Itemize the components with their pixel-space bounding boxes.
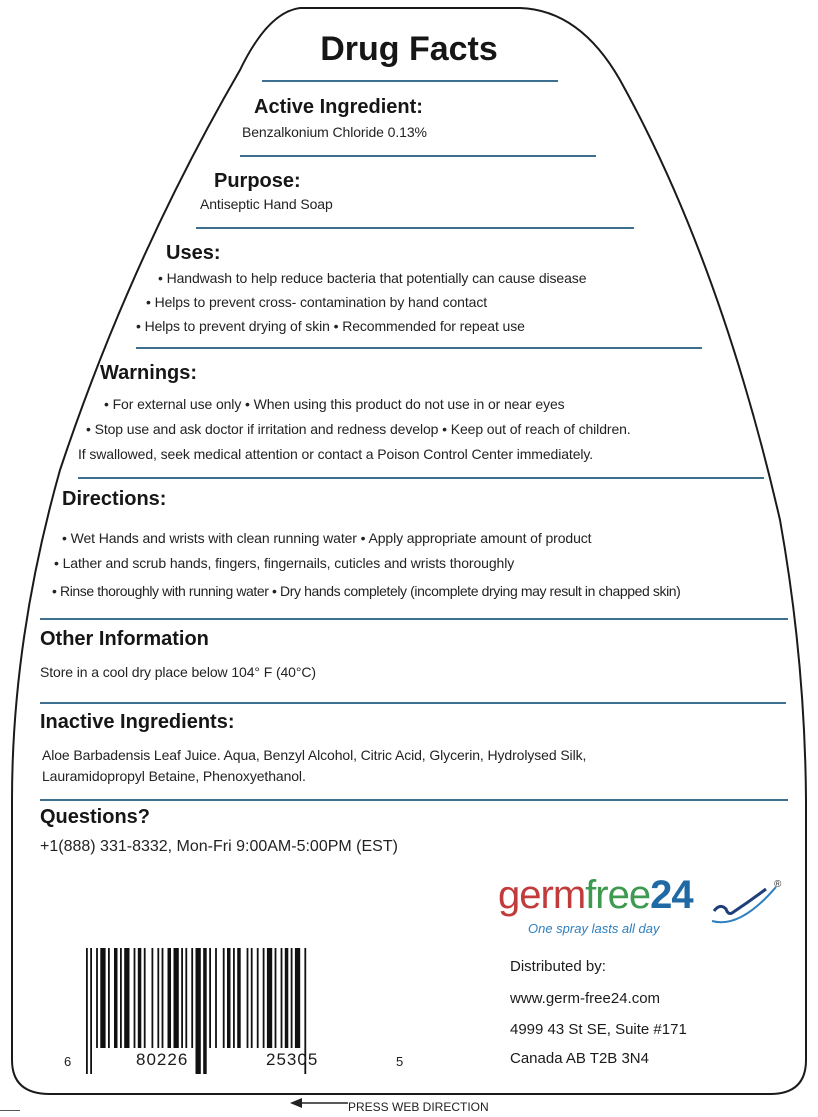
uses-line-2: • Helps to prevent cross- contamination by hand contact bbox=[146, 294, 488, 310]
warnings-line-1: • For external use only • When using this product do not use in or near eyes bbox=[104, 396, 565, 412]
barcode-bar bbox=[281, 948, 283, 1048]
barcode-bar bbox=[237, 948, 241, 1048]
barcode-bar bbox=[295, 948, 300, 1048]
uses-heading: Uses: bbox=[166, 242, 221, 264]
logo-word-24: 24 bbox=[650, 873, 693, 917]
directions-line-2: • Lather and scrub hands, fingers, fingernails, cuticles and wrists thoroughly bbox=[54, 555, 515, 571]
purpose-heading: Purpose: bbox=[214, 170, 301, 192]
germfree24-logo bbox=[498, 873, 798, 943]
barcode-bar bbox=[124, 948, 129, 1048]
barcode-bar bbox=[181, 948, 183, 1048]
registered-mark: ® bbox=[774, 879, 782, 890]
inactive-ingredients-heading: Inactive Ingredients: bbox=[40, 711, 235, 733]
warnings-rule bbox=[78, 477, 764, 479]
barcode-bar bbox=[168, 948, 172, 1048]
barcode-bar bbox=[275, 948, 277, 1048]
barcode-bar bbox=[162, 948, 164, 1048]
barcode-bar bbox=[144, 948, 146, 1048]
drug-facts-title: Drug Facts bbox=[320, 30, 498, 68]
active-ingredient-text: Benzalkonium Chloride 0.13% bbox=[242, 124, 427, 140]
barcode-bar bbox=[152, 948, 154, 1048]
left-arrow-icon bbox=[290, 1097, 348, 1109]
barcode-bar bbox=[247, 948, 249, 1048]
upc-barcode bbox=[62, 942, 418, 1078]
directions-line-3: • Rinse thoroughly with running water • Dry hands completely (incomplete drying may result in chapped skin) bbox=[52, 583, 681, 599]
distributor-address-1: 4999 43 St SE, Suite #171 bbox=[510, 1021, 687, 1038]
barcode-bar bbox=[209, 948, 211, 1048]
warnings-line-3: If swallowed, seek medical attention or contact a Poison Control Center immediately. bbox=[78, 446, 594, 462]
other-information-rule bbox=[40, 702, 786, 704]
barcode-bar bbox=[215, 948, 217, 1048]
logo-word-free: free bbox=[585, 873, 651, 917]
inactive-ingredients-line-2: Lauramidopropyl Betaine, Phenoxyethanol. bbox=[42, 768, 306, 784]
logo-tagline: One spray lasts all day bbox=[528, 921, 660, 936]
barcode-bar bbox=[285, 948, 289, 1048]
warnings-line-2: • Stop use and ask doctor if irritation and redness develop • Keep out of reach of children. bbox=[86, 421, 631, 437]
barcode-bar bbox=[134, 948, 136, 1048]
title-rule bbox=[262, 80, 558, 82]
barcode-bar bbox=[191, 948, 193, 1048]
barcode-bar bbox=[120, 948, 122, 1048]
barcode-bar bbox=[185, 948, 187, 1048]
directions-line-1: • Wet Hands and wrists with clean running water • Apply appropriate amount of product bbox=[62, 530, 592, 546]
barcode-bar bbox=[263, 948, 265, 1048]
barcode-bars bbox=[84, 948, 396, 1076]
barcode-bar bbox=[233, 948, 235, 1048]
other-information-text: Store in a cool dry place below 104° F (40°C) bbox=[40, 664, 316, 680]
barcode-bar bbox=[108, 948, 110, 1048]
barcode-bar bbox=[223, 948, 225, 1048]
corner-mark bbox=[0, 1110, 20, 1111]
barcode-bar bbox=[257, 948, 259, 1048]
barcode-bar bbox=[157, 948, 159, 1048]
uses-line-3: • Helps to prevent drying of skin • Recommended for repeat use bbox=[136, 318, 525, 334]
barcode-bar bbox=[100, 948, 105, 1048]
barcode-bar bbox=[251, 948, 253, 1048]
barcode-bar bbox=[196, 948, 201, 1074]
questions-heading: Questions? bbox=[40, 806, 151, 828]
distributor-address-2: Canada AB T2B 3N4 bbox=[510, 1050, 649, 1067]
barcode-group-left: 80226 bbox=[136, 1050, 189, 1069]
barcode-group-right: 25305 bbox=[266, 1050, 319, 1069]
questions-text: +1(888) 331-8332, Mon-Fri 9:00AM-5:00PM (EST) bbox=[40, 838, 398, 855]
barcode-bar bbox=[227, 948, 231, 1048]
purpose-text: Antiseptic Hand Soap bbox=[200, 196, 333, 212]
barcode-bar bbox=[174, 948, 179, 1048]
warnings-heading: Warnings: bbox=[100, 362, 198, 384]
barcode-bar bbox=[138, 948, 142, 1048]
barcode-digit-right: 5 bbox=[396, 1054, 404, 1069]
directions-rule bbox=[40, 618, 788, 620]
directions-heading: Directions: bbox=[62, 488, 167, 510]
distributor-website: www.germ-free24.com bbox=[510, 990, 661, 1007]
barcode-digit-left: 6 bbox=[64, 1054, 72, 1069]
inactive-ingredients-line-1: Aloe Barbadensis Leaf Juice. Aqua, Benzyl Alcohol, Citric Acid, Glycerin, Hydrolysed Silk, bbox=[42, 747, 587, 763]
uses-line-1: • Handwash to help reduce bacteria that potentially can cause disease bbox=[158, 270, 587, 286]
swoosh-check-icon bbox=[710, 881, 780, 927]
barcode-bar bbox=[203, 948, 207, 1074]
logo-wordmark bbox=[498, 873, 693, 918]
active-ingredient-rule bbox=[240, 155, 596, 157]
other-information-heading: Other Information bbox=[40, 628, 209, 650]
uses-rule bbox=[136, 347, 702, 349]
press-web-direction-text: PRESS WEB DIRECTION bbox=[348, 1100, 489, 1114]
barcode-bar bbox=[267, 948, 272, 1048]
distributed-by-label: Distributed by: bbox=[510, 958, 606, 975]
active-ingredient-heading: Active Ingredient: bbox=[254, 96, 423, 118]
logo-word-germ: germ bbox=[498, 873, 586, 917]
barcode-bar bbox=[96, 948, 98, 1048]
barcode-bar bbox=[291, 948, 293, 1048]
barcode-bar bbox=[114, 948, 118, 1048]
inactive-ingredients-rule bbox=[40, 799, 788, 801]
barcode-bar bbox=[86, 948, 88, 1074]
barcode-bar bbox=[90, 948, 92, 1074]
purpose-rule bbox=[196, 227, 634, 229]
